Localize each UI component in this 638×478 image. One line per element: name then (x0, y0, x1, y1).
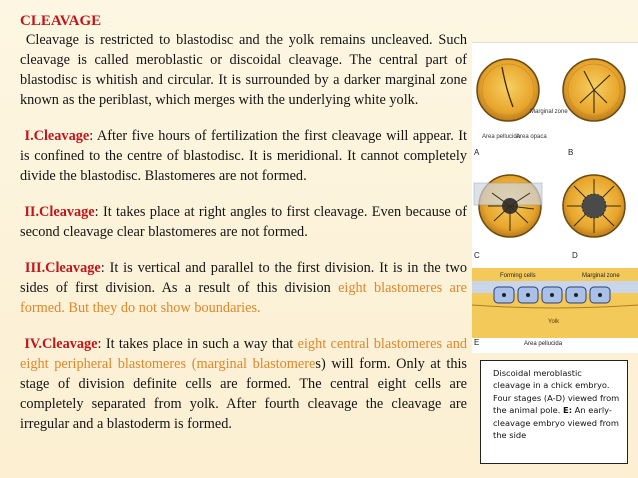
content-column (20, 12, 467, 434)
panel-b-egg (563, 59, 625, 121)
panel-d-letter: D (572, 251, 578, 260)
label-area-pellucida: Area pellucida (482, 134, 521, 140)
intro-paragraph: Cleavage is restricted to blastodisc and the yolk remains uncleaved. Such cleavage is called meroblastic or discoidal cleavage. The central part of blastodisc is whitish and circular. It is surrounded by a darker marginal zone known as the periblast, which merges with the underlying white yolk. (20, 32, 467, 108)
label-area-pellucida-e: Area pellucida (524, 341, 563, 347)
cleavage-figure (472, 42, 638, 353)
panel-c-letter: C (474, 251, 480, 260)
page-title: CLEAVAGE (20, 13, 102, 29)
stage-1-paragraph (20, 126, 467, 186)
stage-1-text: : After five hours of fertilization the first cleavage will appear. It is confined to the centre of blastodisc. It is meridional. It cannot completely divide the blastodisc. Blastomeres are not formed. (20, 128, 467, 184)
stage-3-highlight: eight blastomeres are formed. But they do not show boundaries. (20, 280, 467, 316)
label-marginal-zone-e: Marginal zone (582, 273, 620, 279)
stage-2-label: II.Cleavage (24, 204, 95, 220)
stage-4-text-a: : It takes place in such a way that (97, 336, 298, 352)
stage-4-highlight: eight central blastomeres and eight peripheral blastomeres (marginal blastomere (20, 336, 467, 372)
panel-a-letter: A (474, 148, 480, 157)
label-forming-cells: Forming cells (500, 273, 536, 279)
stage-3-paragraph (20, 258, 467, 318)
stage-3-label: III.Cleavage (24, 260, 101, 276)
stage-4-label: IV.Cleavage (24, 336, 98, 352)
stage-4-paragraph (20, 334, 467, 434)
panel-d-egg (563, 175, 625, 237)
stage-4-text-b: s) will form. Only at this stage of division definite cells are formed. The central eight cells are completely separated from yolk. After fourth cleavage the cleavage are irregular and a blastoderm is formed. (20, 356, 467, 432)
label-yolk: Yolk (548, 319, 560, 325)
panel-b-letter: B (568, 148, 574, 157)
label-area-opaca: Area opaca (516, 134, 547, 140)
panel-c-egg (474, 175, 542, 237)
stage-1-label: I.Cleavage (24, 128, 90, 144)
stage-2-paragraph (20, 202, 467, 242)
panel-e-letter: E (474, 338, 480, 347)
figure-caption: Discoidal meroblastic cleavage in a chick embryo. Four stages (A-D) viewed from the animal pole. E: An early-cleavage embryo viewed from the side (480, 360, 628, 464)
stage-2-text: : It takes place at right angles to first cleavage. Even because of second cleavage clear blastomeres are not formed. (20, 204, 467, 240)
stage-3-text: : It is vertical and parallel to the first division. It is in the two sides of first division. As a result of this division (20, 260, 468, 296)
label-marginal-zone: Marginal zone (530, 109, 568, 115)
